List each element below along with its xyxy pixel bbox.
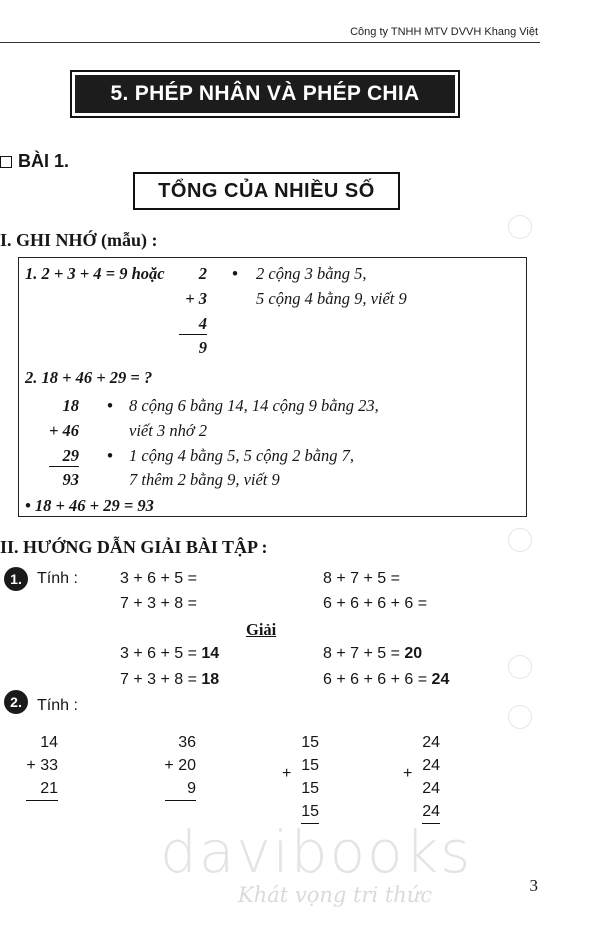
scan-speck [508, 528, 532, 552]
lesson-label: BÀI 1. [18, 151, 70, 171]
note-ex2-line: 2. 18 + 46 + 29 = ? [25, 368, 153, 387]
note-ex1-line: 1. 2 + 3 + 4 = 9 hoặc [25, 264, 165, 283]
sum-column-3-line-2: 15 [301, 757, 319, 774]
sum-column-4-line-2: 24 [422, 757, 440, 774]
scan-speck [508, 215, 532, 239]
note-ex1-expl-2: 5 cộng 4 bằng 9, viết 9 [256, 289, 407, 308]
sum-column-4 [414, 731, 440, 824]
answer-1 [120, 645, 219, 663]
header-rule [0, 42, 540, 43]
note-ex2-col-2: + 46 [48, 421, 79, 440]
sum-column-3-line-3: 15 [301, 780, 319, 797]
sum-column-4-plus: + [403, 765, 413, 782]
note-ex1-col-1: 2 [198, 264, 207, 283]
publisher-header: Công ty TNHH MTV DVVH Khang Việt [350, 26, 538, 38]
sum-column-4-line-1: 24 [422, 734, 440, 751]
note-ex1-col-4: 9 [198, 338, 207, 357]
watermark-brand: davibooks [160, 818, 473, 886]
answer-4 [323, 671, 449, 689]
note-ex2-expl-4: 7 thêm 2 bằng 9, viết 9 [129, 470, 280, 489]
sum-column-2 [150, 731, 196, 801]
sum-column-1-line-3: 21 [26, 777, 58, 801]
scan-speck [508, 655, 532, 679]
exercise1-task-4: 6 + 6 + 6 + 6 = [323, 595, 428, 612]
sum-column-1-line-1: 14 [40, 734, 58, 751]
sum-column-2-line-3: 9 [165, 777, 196, 801]
note-ex1-col-3: 4 [179, 314, 207, 335]
exercise1-task-1: 3 + 6 + 5 = [120, 570, 197, 587]
note-ex2-col-1: 18 [62, 396, 79, 415]
exercise1-task-3: 7 + 3 + 8 = [120, 595, 197, 612]
exercise2-number-badge: 2. [4, 690, 28, 714]
answer-2 [323, 645, 422, 663]
exercise1-number-badge: 1. [4, 567, 28, 591]
note-ex1-expl-1: 2 cộng 3 bằng 5, [256, 264, 367, 283]
note-ex2-bullet-2: • [107, 446, 113, 465]
answer-3-result: 18 [201, 671, 220, 688]
sum-column-3-line-4: 15 [301, 800, 319, 824]
note-ex2-expl-2: viết 3 nhớ 2 [129, 421, 207, 440]
sum-column-4-line-3: 24 [422, 780, 440, 797]
note-ex1-bullet: • [232, 264, 238, 283]
chapter-title: 5. PHÉP NHÂN VÀ PHÉP CHIA [75, 75, 455, 113]
scan-speck [508, 705, 532, 729]
exercise1-task-2: 8 + 7 + 5 = [323, 570, 400, 587]
note-ex2-expl-1: 8 cộng 6 bằng 14, 14 cộng 9 bằng 23, [129, 396, 379, 415]
note-ex1-col-2: + 3 [185, 289, 207, 308]
chapter-banner [70, 70, 460, 118]
exercise2-label: Tính : [37, 697, 78, 714]
note-ex2-result: • 18 + 46 + 29 = 93 [25, 496, 154, 515]
note-ex2-bullet-1: • [107, 396, 113, 415]
section1-heading: I. GHI NHỚ (mẫu) : [0, 230, 158, 250]
sum-column-3 [293, 731, 319, 824]
section2-heading: II. HƯỚNG DẪN GIẢI BÀI TẬP : [0, 537, 268, 557]
answer-3 [120, 671, 219, 689]
lesson-title: TỔNG CỦA NHIỀU SỐ [133, 172, 400, 210]
answer-2-expr: 8 + 7 + 5 = [323, 645, 400, 662]
exercise1-label: Tính : [37, 570, 78, 587]
answer-4-result: 24 [431, 671, 450, 688]
solution-label: Giải [246, 620, 277, 639]
square-bullet-icon [0, 156, 12, 168]
answer-1-result: 14 [201, 645, 220, 662]
answer-4-expr: 6 + 6 + 6 + 6 = [323, 671, 428, 688]
note-box [18, 257, 527, 517]
sum-column-2-line-2: + 20 [164, 757, 196, 774]
sum-column-3-line-1: 15 [301, 734, 319, 751]
answer-1-expr: 3 + 6 + 5 = [120, 645, 197, 662]
note-ex2-expl-3: 1 cộng 4 bằng 5, 5 cộng 2 bằng 7, [129, 446, 355, 465]
watermark-tagline: Khát vọng tri thức [238, 883, 433, 907]
answer-2-result: 20 [404, 645, 423, 662]
note-ex2-col-3: 29 [49, 446, 79, 467]
note-ex2-col-4: 93 [62, 470, 79, 489]
answer-3-expr: 7 + 3 + 8 = [120, 671, 197, 688]
sum-column-3-plus: + [282, 765, 292, 782]
page-number: 3 [529, 876, 538, 895]
sum-column-4-line-4: 24 [422, 800, 440, 824]
lesson-label-row [0, 151, 69, 172]
sum-column-1 [14, 731, 58, 801]
sum-column-2-line-1: 36 [178, 734, 196, 751]
sum-column-1-line-2: + 33 [26, 757, 58, 774]
